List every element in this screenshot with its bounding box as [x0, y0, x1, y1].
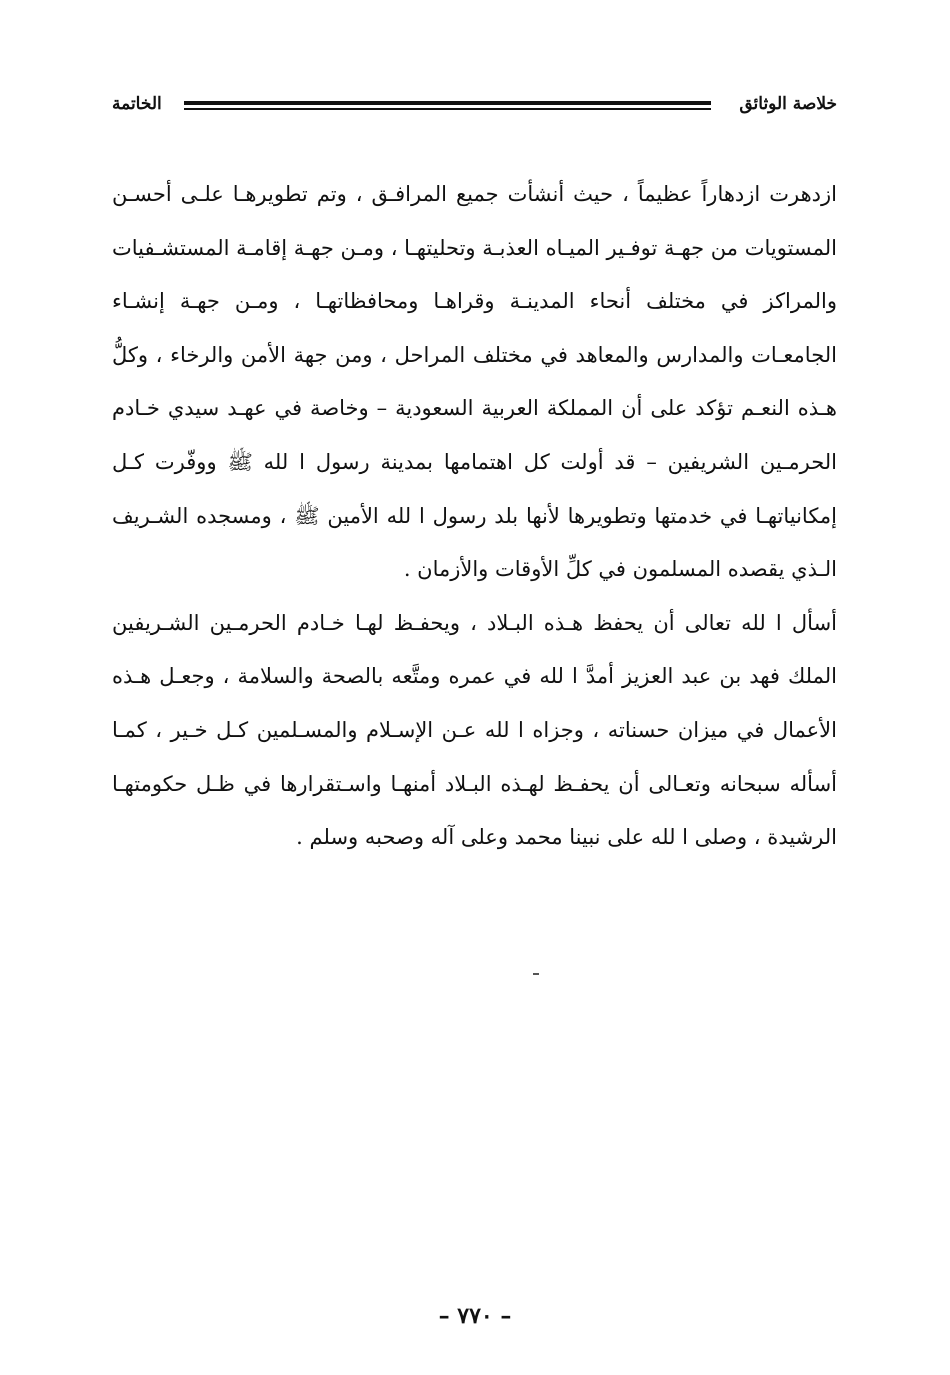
- header-section-title: الخاتمة: [112, 94, 162, 114]
- page-number: – ٧٧٠ –: [438, 1303, 512, 1329]
- paragraph-2: أسأل ا لله تعالى أن يحفظ هـذه البـلاد ، ويحفـظ لهـا خـادم الحرمـين الشـريفين الملك فهد بن عبد العزيز أمدَّ ا لله في عمره ومتَّعه بالصحة والسلامة ، وجعـل هـذه الأعمال في ميزان حسناته ، وجزاه ا لله عـن الإسـلام والمسـلمين كـل خـير ، كمـا أسأله سبحانه وتعـالى أن يحفـظ لهـذه البـلاد أمنهـا واسـتقرارها في ظـل حكومتهـا الرشيدة ، وصلى ا لله على نبينا محمد وعلى آله وصحبه وسلم .: [112, 610, 837, 850]
- paragraph-1: ازدهرت ازدهاراً عظيماً ، حيث أنشأت جميع المرافـق ، وتم تطويرهـا علـى أحسـن المستويات من جهـة توفـير الميـاه العذبـة وتحليتهـا ، ومـن جهـة إقامـة المستشـفيات والمراكز في مختلف أنحاء المدينـة وقراهـا ومحافظاتهـا ، ومـن جهـة إنشـاء الجامعـات والمدارس والمعاهد في مختلف المراحل ، ومن جهة الأمن والرخاء ، وكلُّ هـذه النعـم تؤكد على أن المملكة العربية السعودية – وخاصة في عهـد سيدي خـادم الحرمـين الشريفين – قد أولت كل اهتمامها بمدينة رسول ا لله ﷺ ووفّرت كـل إمكانياتهـا في خدمتها وتطويرها لأنها بلد رسول ا لله الأمين ﷺ ، ومسجده الشـريف الـذي يقصده المسلمون في كلِّ الأوقات والأزمان .: [112, 182, 837, 582]
- header-rule: [184, 101, 711, 110]
- body-text: [112, 168, 837, 865]
- scan-speck: [533, 973, 539, 975]
- running-header: [112, 92, 837, 116]
- header-book-title: خلاصة الوثائق: [739, 94, 837, 114]
